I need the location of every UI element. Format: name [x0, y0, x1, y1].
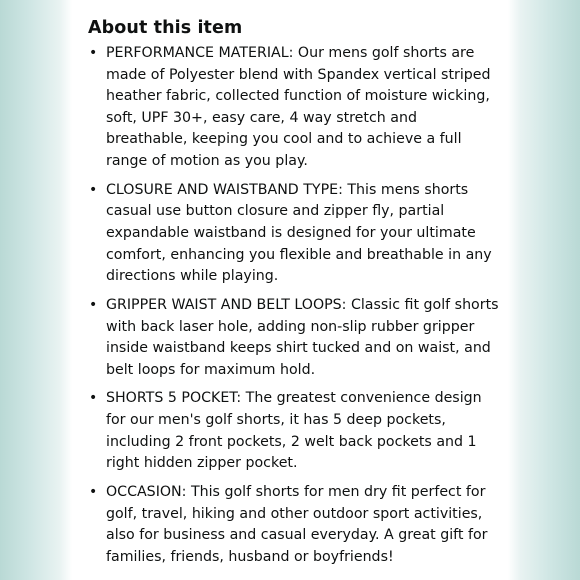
bullet-text: CLOSURE AND WAISTBAND TYPE: This mens shorts casual use button closure and zipper fly, partial expandable waistband is designed for your ultimate comfort, enhancing you flexible and breathable in any directions while playing.	[106, 181, 492, 285]
bullet-icon: •	[89, 484, 98, 501]
bullet-text: GRIPPER WAIST AND BELT LOOPS: Classic fit golf shorts with back laser hole, adding non-slip rubber gripper inside waistband keeps shirt tucked and on waist, and belt loops for maximum hold.	[106, 296, 499, 378]
bullet-icon: •	[89, 45, 98, 61]
bullet-text: SHORTS 5 POCKET: The greatest convenience design for our men's golf shorts, it has 5 deep pockets, including 2 front pockets, 2 welt back pockets and 1 right hidden zipper pocket.	[106, 390, 482, 472]
list-item	[88, 482, 502, 568]
list-item	[88, 388, 502, 474]
bullet-icon: •	[89, 296, 98, 313]
bullet-text: OCCASION: This golf shorts for men dry fit perfect for golf, travel, hiking and other outdoor sport activities, also for business and casual everyday. A great gift for families, friends, husband or boyfriends!	[106, 484, 488, 565]
bullet-text: PERFORMANCE MATERIAL: Our mens golf shorts are made of Polyester blend with Spandex vertical striped heather fabric, collected function of moisture wicking, soft, UPF 30+, easy care, 4 way stretch and breathable, keeping you cool and to achieve a full range of motion as you play.	[106, 45, 491, 169]
list-item	[88, 43, 502, 173]
section-title: About this item	[88, 18, 243, 38]
bullet-icon: •	[89, 390, 98, 407]
list-item	[88, 295, 502, 381]
list-item	[88, 180, 502, 288]
about-item-panel	[72, 0, 508, 580]
feature-bullet-list	[88, 43, 502, 568]
bullet-icon: •	[89, 181, 98, 198]
